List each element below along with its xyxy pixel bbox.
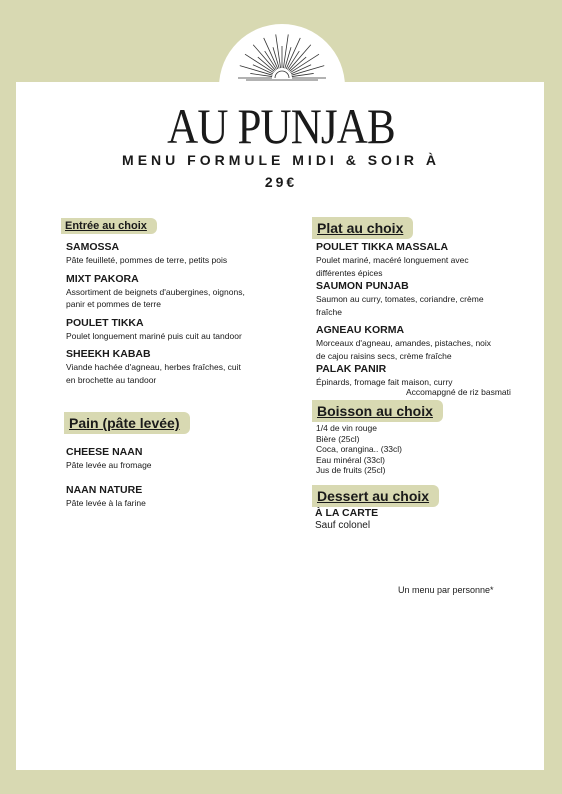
dessert-heading: Dessert au choix	[312, 485, 439, 507]
item-name: POULET TIKKA MASSALA	[316, 241, 449, 253]
footer-note: Un menu par personne*	[398, 585, 494, 595]
pain-heading: Pain (pâte levée)	[64, 412, 190, 434]
item-name: NAAN NATURE	[66, 483, 143, 496]
item-desc: Morceaux d'agneau, amandes, pistaches, noix de cajou raisins secs, crème fraîche	[316, 338, 492, 361]
plat-list	[316, 241, 496, 395]
item-desc: Saumon au curry, tomates, coriandre, crème fraîche	[316, 294, 484, 317]
list-item	[66, 273, 251, 311]
list-item	[66, 317, 251, 343]
entree-list	[66, 241, 251, 392]
item-desc: Épinards, fromage fait maison, curry	[316, 377, 453, 387]
item-desc: Poulet longuement mariné puis cuit au tandoor	[66, 330, 242, 341]
item-name: CHEESE NAAN	[66, 446, 143, 458]
plat-heading: Plat au choix	[312, 217, 413, 239]
item-name: SAMOSSA	[66, 241, 120, 253]
list-item: Bière (25cl)	[316, 433, 360, 444]
item-desc: Poulet mariné, macéré longuement avec différentes épices	[316, 255, 469, 278]
boisson-heading: Boisson au choix	[312, 400, 443, 422]
list-item	[66, 241, 251, 267]
pain-list	[66, 446, 251, 515]
list-item: Jus de fruits (25cl)	[316, 465, 386, 475]
boisson-list	[316, 423, 496, 476]
list-item	[316, 280, 496, 318]
item-desc: Viande hachée d'agneau, herbes fraîches, cuit en brochette au tandoor	[66, 362, 241, 385]
item-desc: Assortiment de beignets d'aubergines, oignons, panir et pommes de terre	[66, 286, 245, 309]
entree-heading: Entrée au choix	[61, 218, 157, 234]
item-desc: Pâte levée à la farine	[66, 497, 146, 508]
list-item: Eau minéral (33cl)	[316, 454, 385, 465]
list-item	[66, 446, 251, 472]
item-name: POULET TIKKA	[66, 316, 144, 329]
list-item	[316, 324, 496, 362]
menu-subtitle: MENU FORMULE MIDI & SOIR À	[122, 152, 440, 168]
list-item	[66, 484, 251, 510]
rice-note: Accomapgné de riz basmati	[406, 387, 511, 397]
item-name: À LA CARTE	[315, 507, 379, 519]
item-desc: Pâte feuilleté, pommes de terre, petits pois	[66, 255, 228, 265]
restaurant-title: AU PUNJAB	[167, 98, 395, 154]
menu-price: 29€	[264, 174, 298, 190]
item-name: SHEEKH KABAB	[66, 348, 151, 360]
list-item	[316, 241, 496, 279]
list-item	[66, 348, 251, 386]
item-name: PALAK PANIR	[316, 363, 387, 375]
list-item: Coca, orangina.. (33cl)	[316, 444, 402, 454]
sun-rays-icon	[232, 28, 332, 86]
list-item	[316, 363, 496, 389]
item-name: AGNEAU KORMA	[316, 324, 405, 336]
dessert-block	[315, 507, 495, 532]
item-desc: Pâte levée au fromage	[66, 460, 152, 470]
item-name: MIXT PAKORA	[66, 272, 139, 285]
item-name: SAUMON PUNJAB	[316, 280, 409, 292]
list-item: 1/4 de vin rouge	[316, 423, 377, 433]
item-desc: Sauf colonel	[315, 520, 371, 531]
